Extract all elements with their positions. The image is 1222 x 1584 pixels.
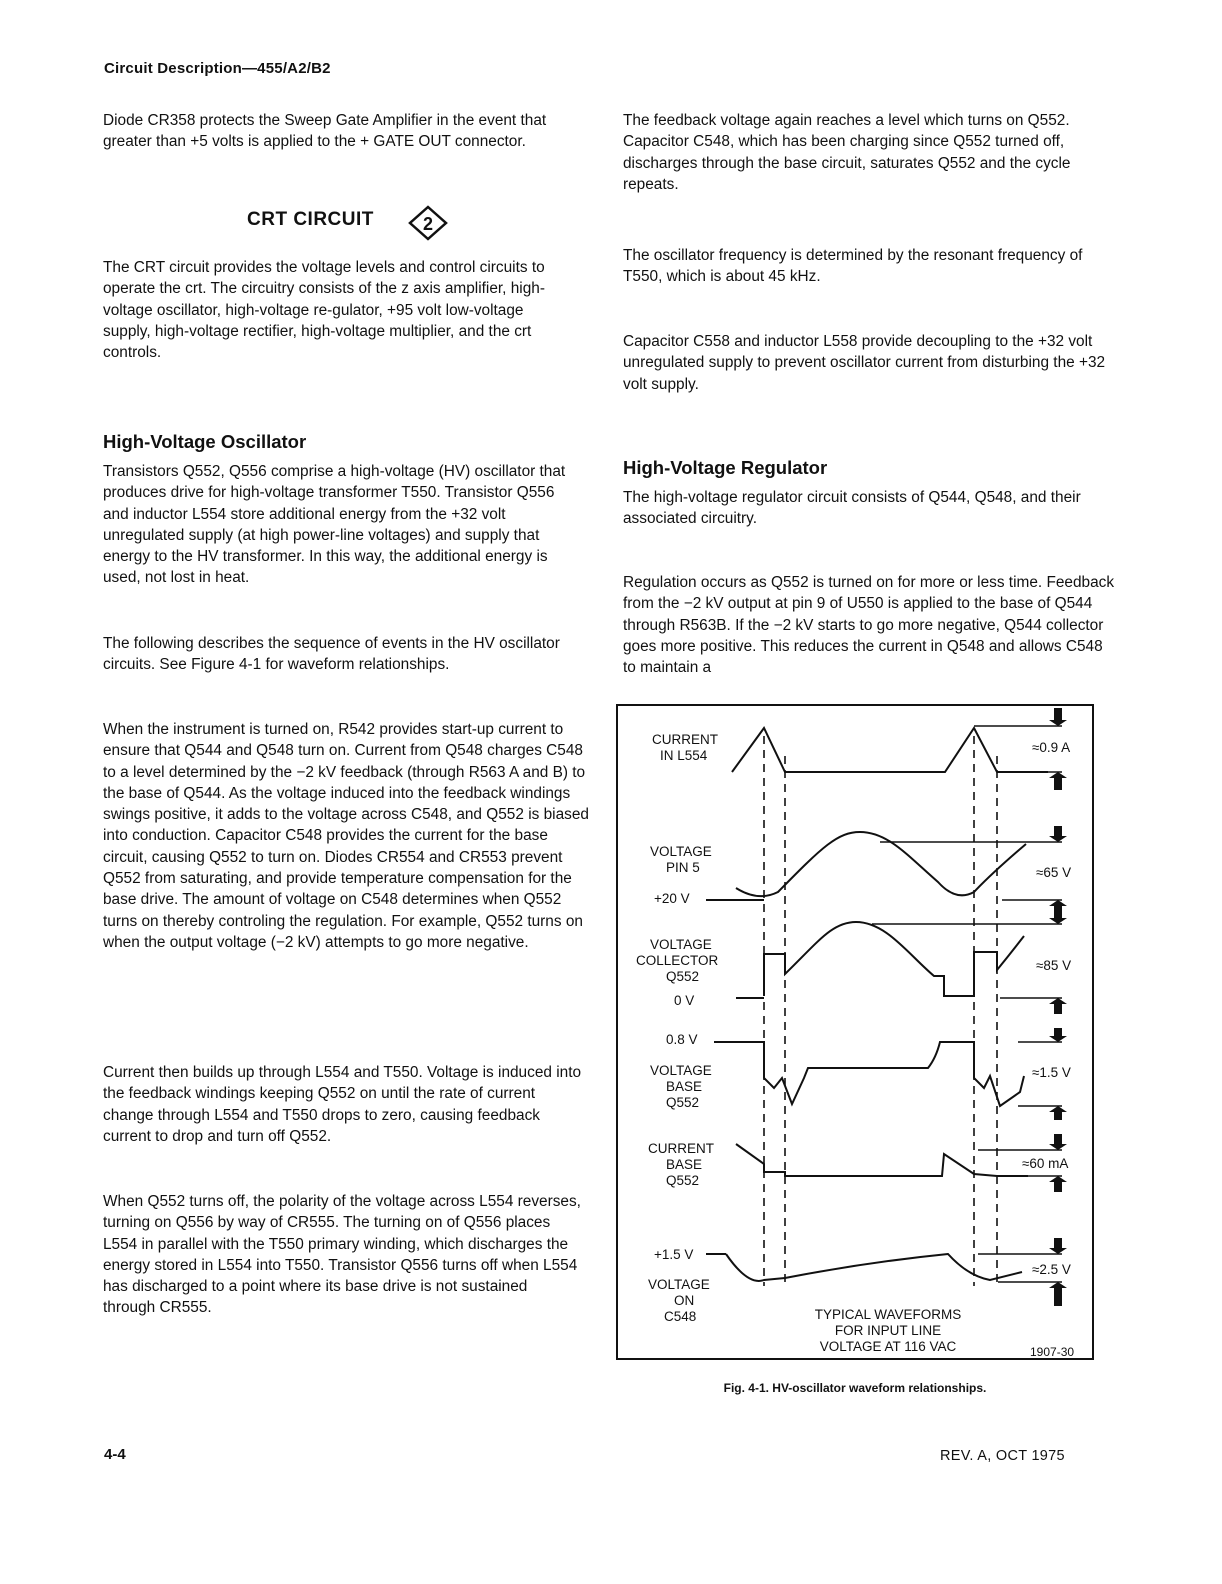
waveform-voltage-base xyxy=(714,1042,1024,1106)
label-point8v: 0.8 V xyxy=(666,1032,698,1047)
revision-date: REV. A, OCT 1975 xyxy=(940,1448,1065,1464)
amplitude-2-5v: ≈2.5 V xyxy=(1032,1262,1071,1277)
typical-line-1: TYPICAL WAVEFORMS xyxy=(814,1307,962,1322)
diamond-badge-icon xyxy=(408,205,448,241)
waveform-voltage-collector xyxy=(764,922,1024,996)
label-voltage-c548-2: ON xyxy=(674,1293,695,1308)
timing-markers xyxy=(764,736,997,1286)
label-voltage-c548-1: VOLTAGE xyxy=(648,1277,710,1292)
amplitude-85v: ≈85 V xyxy=(1036,958,1072,973)
hv-regulator-paragraph-1: The high-voltage regulator circuit consists of Q544, Q548, and their associated circuitry. xyxy=(623,489,1081,528)
label-current-l554-1: CURRENT xyxy=(652,732,718,747)
hv-oscillator-paragraph-1: Transistors Q552, Q556 comprise a high-voltage (HV) oscillator that produces drive for high-voltage transformer T550. Transistor Q556 and inductor L554 store additional energy from the +32 volt unregulated supply (at high power-line voltages) and supply that energy to the HV transformer. In this way, the additional energy is used, not lost in heat. xyxy=(103,463,566,587)
frequency-paragraph: The oscillator frequency is determined by the resonant frequency of T550, which is about 45 kHz. xyxy=(623,247,1083,286)
crt-circuit-heading: CRT CIRCUIT xyxy=(247,209,374,230)
label-current-base-3: Q552 xyxy=(666,1173,700,1188)
label-voltage-base-1: VOLTAGE xyxy=(650,1063,712,1078)
hv-oscillator-paragraph-5: When Q552 turns off, the polarity of the voltage across L554 reverses, turning on Q556 by way of CR555. The turning on of Q556 places L554 in parallel with the T550 primary winding, which discharges the energy stored in L554 into T550. Transistor Q556 turns off when L554 has discharged to a point where its base drive is not sustained through CR555. xyxy=(103,1193,581,1317)
label-voltage-pin5-2: PIN 5 xyxy=(666,860,700,875)
page-header: Circuit Description—455/A2/B2 xyxy=(104,60,331,77)
label-voltage-c548-3: C548 xyxy=(664,1309,697,1324)
label-current-l554-2: IN L554 xyxy=(660,748,708,763)
figure-number: 1907-30 xyxy=(1030,1345,1075,1359)
label-zero-v: 0 V xyxy=(674,993,695,1008)
label-plus1-5v: +1.5 V xyxy=(654,1247,694,1262)
waveform-voltage-c548 xyxy=(726,1254,1022,1281)
hv-oscillator-paragraph-3: When the instrument is turned on, R542 provides start-up current to ensure that Q544 and Q548 turn on. Current from Q548 charges C548 to a level determined by the −2 kV feedback (through R563 A and B) to the base of Q544. As the voltage induced into the feedback windings swings positive, it adds to the voltage across C548, and Q552 is biased into conduction. Capacitor C548 provides the current for the base circuit, causing Q552 to turn on. Diodes CR554 and CR553 prevent Q552 from saturating, and provide temperature compensation for the base drive. The amount of voltage on C548 determines when Q552 turns on thereby controling the regulation. For example, Q552 turns on when the output voltage (−2 kV) attempts to go more negative. xyxy=(103,721,589,951)
label-current-base-1: CURRENT xyxy=(648,1141,714,1156)
waveform-figure xyxy=(616,704,1094,1360)
amplitude-1-5v: ≈1.5 V xyxy=(1032,1065,1071,1080)
crt-paragraph: The CRT circuit provides the voltage levels and control circuits to operate the crt. The circuitry consists of the z axis amplifier, high-voltage oscillator, high-voltage re-gulator, +95 volt low-voltage supply, high-voltage rectifier, high-voltage multiplier, and the crt controls. xyxy=(103,259,545,362)
hv-oscillator-paragraph-2: The following describes the sequence of events in the HV oscillator circuits. See Figure 4-1 for waveform relationships. xyxy=(103,635,560,674)
amplitude-65v: ≈65 V xyxy=(1036,865,1072,880)
hv-regulator-paragraph-2: Regulation occurs as Q552 is turned on for more or less time. Feedback from the −2 kV output at pin 9 of U550 is applied to the base of Q544 through R563B. If the −2 kV starts to go more negative, Q544 collector goes more positive. This reduces the current in Q548 and allows C548 to maintain a xyxy=(623,574,1115,677)
typical-line-2: FOR INPUT LINE xyxy=(834,1323,942,1338)
decoupling-paragraph: Capacitor C558 and inductor L558 provide decoupling to the +32 volt unregulated supply to prevent oscillator current from disturbing the +32 volt supply. xyxy=(623,333,1106,393)
label-voltage-base-2: BASE xyxy=(666,1079,703,1094)
waveform-current-l554 xyxy=(732,728,1048,772)
hv-oscillator-heading: High-Voltage Oscillator xyxy=(103,431,307,452)
label-current-base-2: BASE xyxy=(666,1157,703,1172)
label-voltage-collector-2: COLLECTOR xyxy=(636,953,719,968)
amplitude-0-9a: ≈0.9 A xyxy=(1032,740,1071,755)
amplitude-markers xyxy=(872,726,1062,1282)
hv-oscillator-paragraph-4: Current then builds up through L554 and T550. Voltage is induced into the feedback windings keeping Q552 on until the rate of current change through L554 and T550 drops to zero, causing feedback current to drop and turn off Q552. xyxy=(103,1064,582,1145)
waveform-current-base xyxy=(736,1144,1028,1176)
label-plus20v: +20 V xyxy=(654,891,690,906)
feedback-paragraph: The feedback voltage again reaches a level which turns on Q552. Capacitor C548, which has been charging since Q552 turned off, discharges through the base circuit, saturates Q552 and the cycle repeats. xyxy=(623,112,1071,193)
label-voltage-collector-1: VOLTAGE xyxy=(650,937,712,952)
waveform-diagram xyxy=(618,706,1096,1362)
label-voltage-collector-3: Q552 xyxy=(666,969,700,984)
crt-badge-number: 2 xyxy=(422,214,434,234)
page-number: 4-4 xyxy=(104,1446,126,1463)
intro-paragraph: Diode CR358 protects the Sweep Gate Amplifier in the event that greater than +5 volts is applied to the + GATE OUT connector. xyxy=(103,112,547,151)
figure-caption: Fig. 4-1. HV-oscillator waveform relationships. xyxy=(723,1381,987,1395)
hv-regulator-heading: High-Voltage Regulator xyxy=(623,457,828,478)
typical-line-3: VOLTAGE AT 116 VAC xyxy=(819,1339,957,1354)
label-voltage-base-3: Q552 xyxy=(666,1095,700,1110)
amplitude-60ma: ≈60 mA xyxy=(1022,1156,1069,1171)
label-voltage-pin5-1: VOLTAGE xyxy=(650,844,712,859)
amplitude-arrows xyxy=(1049,708,1067,1306)
